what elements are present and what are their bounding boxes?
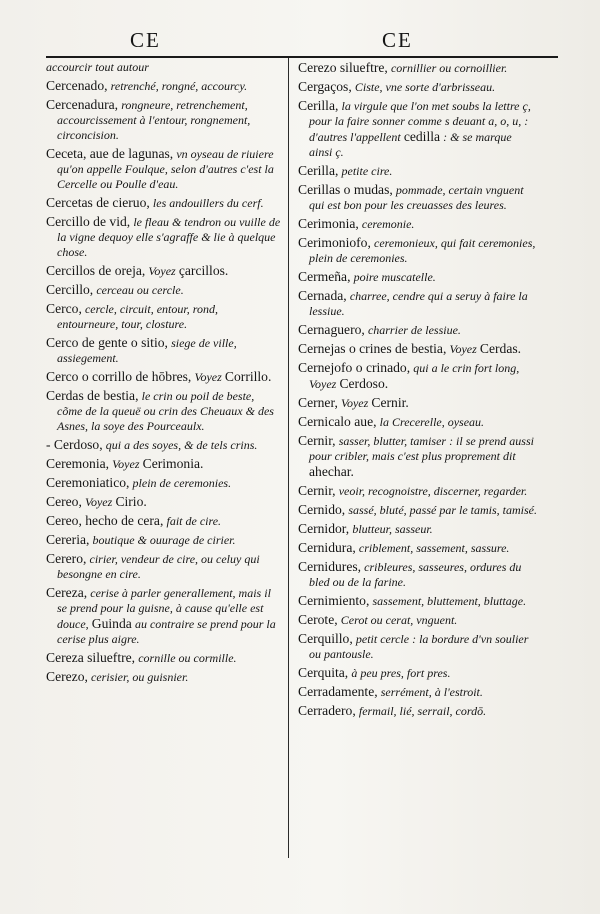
entry-definition: cercle, circuit, entour, rond, entourneure, tour, closture. <box>57 302 218 331</box>
entry-cross-reference: ahechar. <box>309 464 354 479</box>
entry-cross-reference: Guinda <box>91 616 132 631</box>
entry-headword: Cerimonia, <box>298 216 359 231</box>
dictionary-entry <box>46 475 282 491</box>
entry-definition: criblement, sassement, sassure. <box>358 541 510 555</box>
entry-headword: Ceremoniatico, <box>46 475 130 490</box>
dictionary-entry <box>298 433 538 480</box>
entry-definition: cerceau ou cercle. <box>96 283 184 297</box>
entry-cross-reference: çarcillos. <box>178 263 229 278</box>
entry-headword: Cerquillo, <box>298 631 353 646</box>
dictionary-entry <box>46 585 282 647</box>
entry-definition: Cerot ou cerat, vnguent. <box>340 613 458 627</box>
entry-headword: Cerilla, <box>298 98 339 113</box>
entry-definition: Voyez <box>340 396 369 410</box>
entry-headword: Cerner, <box>298 395 338 410</box>
dictionary-entry <box>46 388 282 434</box>
right-column <box>298 60 538 722</box>
dictionary-entry <box>298 703 538 719</box>
dictionary-entry <box>46 214 282 260</box>
entry-definition-cont: au contraire se prend pour la cerise plus aigre. <box>57 617 276 646</box>
entry-definition: vn oyseau de riuiere qu'on appelle Foulque, selon d'autres c'est la Cercelle ou Poulle d'eau. <box>57 147 274 191</box>
entry-definition: blutteur, sasseur. <box>352 522 433 536</box>
entry-headword: Cernidures, <box>298 559 362 574</box>
entry-headword: Cerdas de bestia, <box>46 388 139 403</box>
dictionary-entry <box>46 263 282 279</box>
entry-definition: le crin ou poil de beste, cõme de la queuë ou crin des Cheuaux & des Asnes, la soye des Pourceaulx. <box>57 389 274 433</box>
dictionary-entry <box>298 521 538 537</box>
dictionary-entry <box>298 269 538 285</box>
entry-headword: Cerezo silueftre, <box>298 60 388 75</box>
entry-headword: Cernejofo o crinado, <box>298 360 411 375</box>
dictionary-entry <box>298 414 538 430</box>
dictionary-entry <box>46 282 282 298</box>
entry-headword: Cerimoniofo, <box>298 235 371 250</box>
left-column <box>46 60 282 688</box>
entry-definition: la virgule que l'on met soubs la lettre ç, pour la faire sonner comme s deuant a, o, u, : d'autres l'appellent <box>309 99 531 144</box>
entry-definition: boutique & ouurage de cirier. <box>92 533 236 547</box>
entry-definition: sassement, bluttement, bluttage. <box>372 594 527 608</box>
entry-definition: sassé, bluté, passé par le tamis, tamisé. <box>348 503 537 517</box>
dictionary-entry <box>298 612 538 628</box>
header-right: CE <box>382 28 413 52</box>
entry-definition-cont: : & se marque ainsi ç. <box>309 130 512 159</box>
entry-headword: Cercillo de vid, <box>46 214 131 229</box>
entry-headword: Cereo, <box>46 494 82 509</box>
entry-headword: Cercetas de cieruo, <box>46 195 150 210</box>
dictionary-entry <box>298 665 538 681</box>
entry-definition: veoir, recognoistre, discerner, regarder. <box>338 484 528 498</box>
entry-definition: serrément, à l'estroit. <box>380 685 483 699</box>
entry-definition: Voyez <box>112 457 140 471</box>
dictionary-entry <box>46 301 282 332</box>
entry-headword: Cernicalo aue, <box>298 414 377 429</box>
dictionary-entry <box>46 369 282 385</box>
entry-cross-reference: Cerdas. <box>479 341 522 356</box>
entry-headword: Cerco, <box>46 301 82 316</box>
entry-headword: Cerote, <box>298 612 338 627</box>
entry-headword: Ceceta, aue de lagunas, <box>46 146 174 161</box>
entry-headword: Cernidor, <box>298 521 350 536</box>
dictionary-entry <box>46 532 282 548</box>
dictionary-entry <box>46 97 282 143</box>
dictionary-entry <box>298 540 538 556</box>
entry-definition: Voyez <box>449 342 477 356</box>
dictionary-entry <box>46 335 282 366</box>
entry-definition: la Crecerelle, oyseau. <box>379 415 485 429</box>
entry-definition: cerisier, ou guisnier. <box>91 670 189 684</box>
entry-definition: ceremonie. <box>361 217 415 231</box>
dictionary-entry <box>298 235 538 266</box>
entry-definition: cornillier ou cornoillier. <box>390 61 508 75</box>
entry-headword: Cerero, <box>46 551 87 566</box>
dictionary-entry <box>46 456 282 472</box>
dictionary-entry <box>298 288 538 319</box>
entry-headword: Cernejas o crines de bestia, <box>298 341 447 356</box>
entry-headword: Cernir, <box>298 433 336 448</box>
entry-definition: fait de cire. <box>166 514 222 528</box>
entry-headword: Cereo, hecho de cera, <box>46 513 164 528</box>
dictionary-entry <box>46 513 282 529</box>
dictionary-entry <box>46 650 282 666</box>
entry-headword: Cermeña, <box>298 269 351 284</box>
dictionary-entry <box>298 593 538 609</box>
entry-cross-reference: Cerimonia. <box>142 456 204 471</box>
dictionary-entry <box>46 551 282 582</box>
entry-definition: accourcir tout autour <box>46 60 149 74</box>
entry-definition: cerise à parler generallement, mais il se prend pour la guisne, à cause qu'elle est douce, <box>57 586 271 631</box>
dictionary-entry <box>298 684 538 700</box>
entry-definition: ceremonieux, qui fait ceremonies, plein de ceremonies. <box>309 236 536 265</box>
entry-headword: Cernaguero, <box>298 322 365 337</box>
dictionary-entry <box>298 631 538 662</box>
entry-headword: Cernidura, <box>298 540 356 555</box>
dictionary-entry <box>298 559 538 590</box>
entry-headword: Cercillo, <box>46 282 94 297</box>
entry-headword: Cerezo, <box>46 669 88 684</box>
entry-headword: Cereza silueftre, <box>46 650 136 665</box>
entry-headword: Cernada, <box>298 288 347 303</box>
dictionary-entry <box>298 483 538 499</box>
entry-definition: cirier, vendeur de cire, ou celuy qui besongne en cire. <box>57 552 260 581</box>
entry-headword: Cerco de gente o sitio, <box>46 335 168 350</box>
entry-headword: Cernido, <box>298 502 346 517</box>
entry-definition: rongneure, retrenchement, accourcissement à l'entour, rongnement, circoncision. <box>57 98 251 142</box>
entry-headword: Ceremonia, <box>46 456 110 471</box>
entry-definition: plein de ceremonies. <box>132 476 232 490</box>
dictionary-entry <box>46 78 282 94</box>
entry-definition: charrier de lessiue. <box>367 323 461 337</box>
dictionary-entry <box>298 322 538 338</box>
dictionary-entry <box>46 146 282 192</box>
entry-definition: fermail, lié, serrail, cordō. <box>358 704 487 718</box>
entry-headword: Cerradero, <box>298 703 356 718</box>
entry-headword: Cerillas o mudas, <box>298 182 393 197</box>
entry-headword: Cerradamente, <box>298 684 378 699</box>
dictionary-entry <box>46 437 282 453</box>
entry-definition: pommade, certain vnguent qui est bon pour les creuasses des leures. <box>309 183 524 212</box>
dictionary-entry <box>298 79 538 95</box>
entry-definition: Ciste, vne sorte d'arbrisseau. <box>354 80 496 94</box>
entry-headword: Cergaços, <box>298 79 352 94</box>
entry-definition: poire muscatelle. <box>353 270 436 284</box>
entry-headword: Cercillos de oreja, <box>46 263 146 278</box>
entry-cross-reference: Cerdoso. <box>339 376 389 391</box>
entry-headword: Cercenado, <box>46 78 108 93</box>
entry-headword: Cerco o corrillo de hōbres, <box>46 369 192 384</box>
header-rule <box>46 56 558 58</box>
entry-definition: cribleures, sasseures, ordures du bled ou de la farine. <box>309 560 522 589</box>
dictionary-entry <box>298 98 538 160</box>
entry-definition: cornille ou cormille. <box>138 651 237 665</box>
entry-headword: Cercenadura, <box>46 97 119 112</box>
entry-definition: Voyez <box>148 264 176 278</box>
entry-headword: Cernimiento, <box>298 593 370 608</box>
entry-cross-reference: Cernir. <box>371 395 409 410</box>
entry-definition: Voyez <box>194 370 222 384</box>
entry-headword: Cerilla, <box>298 163 339 178</box>
entry-definition: les andouillers du cerf. <box>152 196 264 210</box>
entry-headword: Cereria, <box>46 532 90 547</box>
entry-definition: à peu pres, fort pres. <box>351 666 451 680</box>
entry-cross-reference: Corrillo. <box>224 369 272 384</box>
header-left: CE <box>130 28 161 52</box>
entry-headword: Cereza, <box>46 585 88 600</box>
dictionary-entry <box>298 360 538 392</box>
dictionary-entry <box>46 669 282 685</box>
entry-definition: charree, cendre qui a seruy à faire la lessiue. <box>309 289 528 318</box>
dictionary-entry <box>298 60 538 76</box>
entry-headword: - Cerdoso, <box>46 437 103 452</box>
entry-definition: qui a des soyes, & de tels crins. <box>105 438 258 452</box>
column-divider <box>288 58 289 858</box>
entry-definition: petite cire. <box>341 164 393 178</box>
entry-cross-reference: Cirio. <box>115 494 147 509</box>
entry-headword: Cernir, <box>298 483 336 498</box>
entry-cross-reference: cedilla <box>403 129 441 144</box>
dictionary-entry <box>298 182 538 213</box>
dictionary-entry <box>46 60 282 75</box>
entry-definition: sasser, blutter, tamiser : il se prend aussi pour cribler, mais c'est plus proprement dit <box>309 434 534 463</box>
dictionary-entry <box>298 216 538 232</box>
entry-definition: petit cercle : la bordure d'vn soulier ou pantousle. <box>309 632 529 661</box>
dictionary-entry <box>298 163 538 179</box>
entry-definition: Voyez <box>84 495 113 509</box>
entry-headword: Cerquita, <box>298 665 349 680</box>
dictionary-entry <box>46 195 282 211</box>
dictionary-entry <box>298 502 538 518</box>
dictionary-entry <box>298 395 538 411</box>
entry-definition: retrenché, rongné, accourcy. <box>110 79 248 93</box>
entry-definition: le fleau & tendron ou vuille de la vigne dequoy elle s'agraffe & lie à quelque chose. <box>57 215 281 259</box>
dictionary-entry <box>46 494 282 510</box>
entry-definition: qui a le crin fort long, Voyez <box>309 361 520 391</box>
entry-definition: siege de ville, assiegement. <box>57 336 237 365</box>
running-header <box>46 28 554 56</box>
dictionary-entry <box>298 341 538 357</box>
